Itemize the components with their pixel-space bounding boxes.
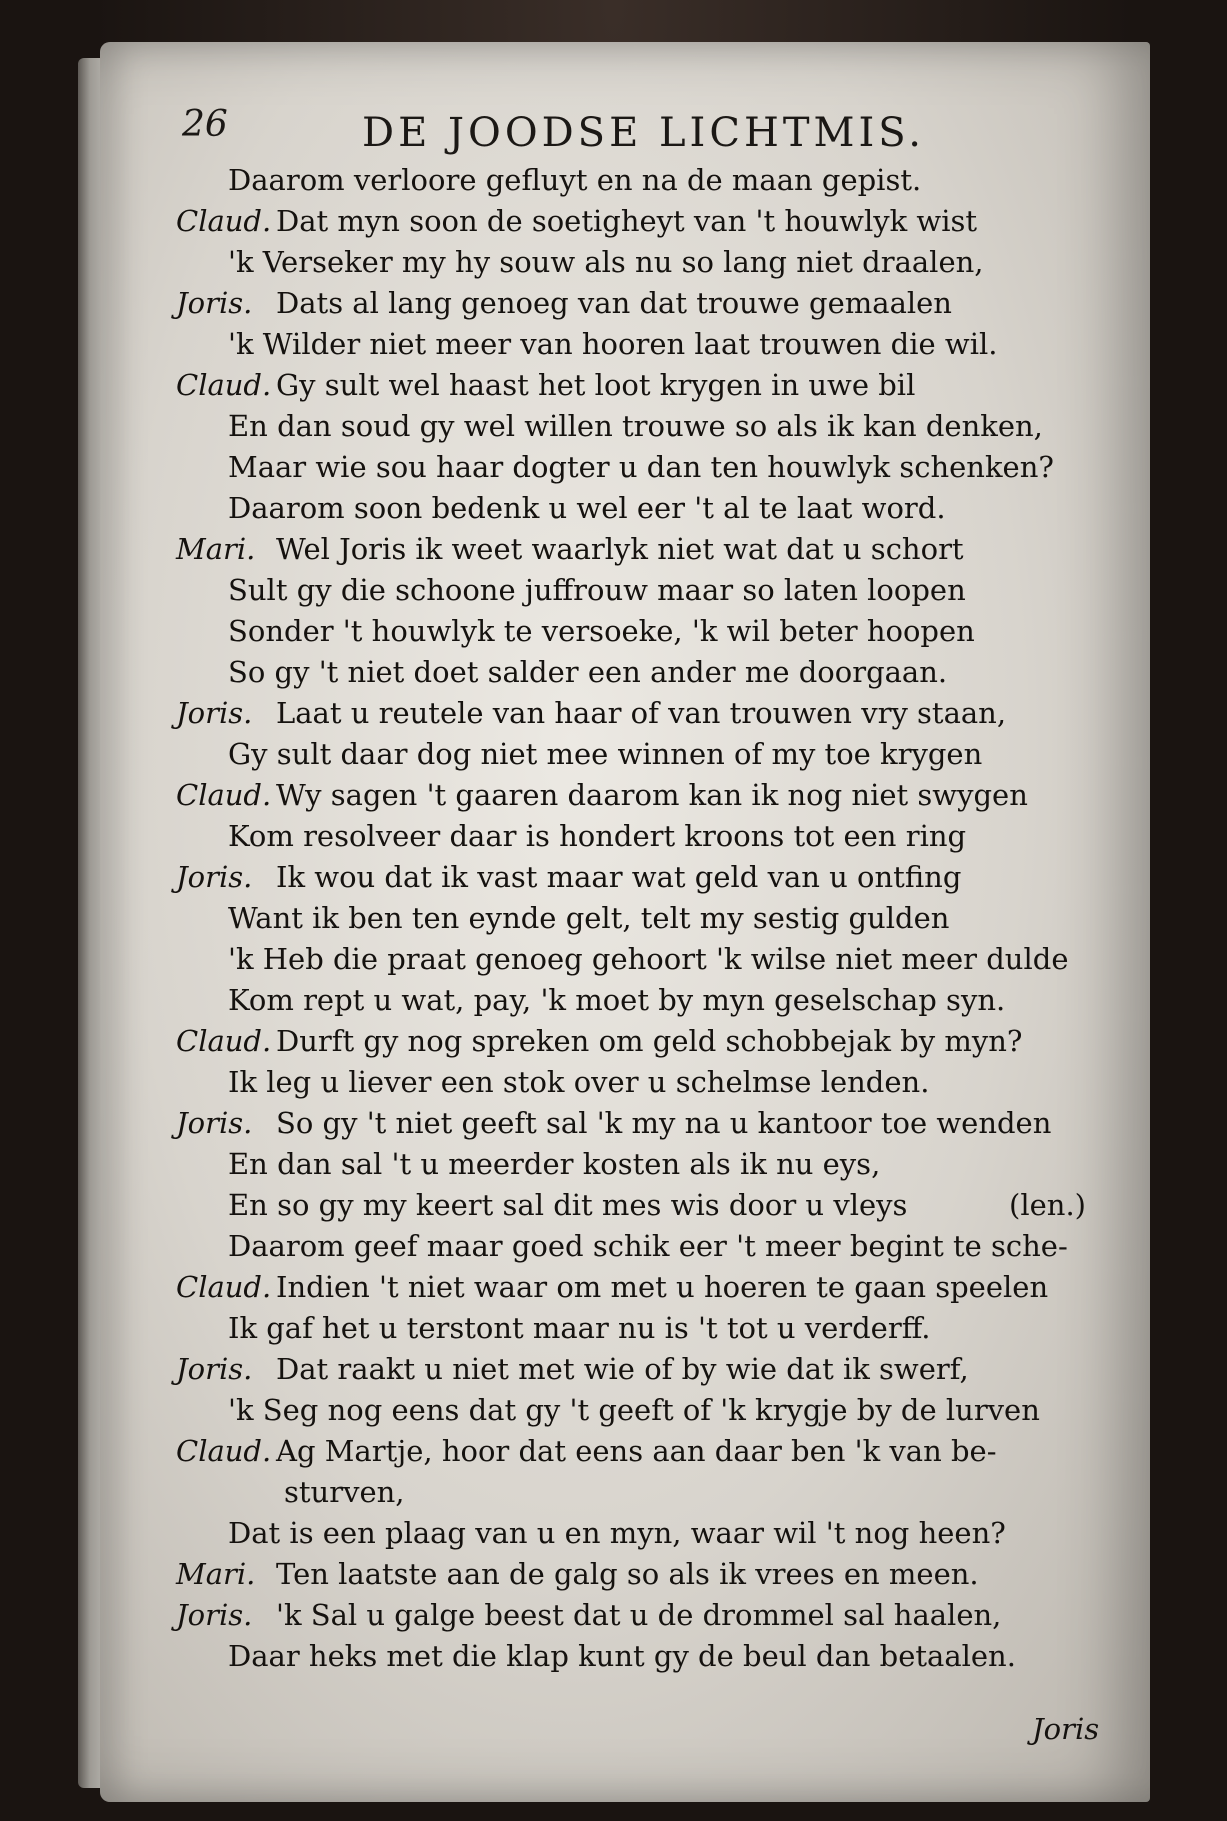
verse-text: Want ik ben ten eynde gelt, telt my sestig gulden (228, 901, 950, 935)
text-line (176, 611, 1106, 652)
text-line (176, 1636, 1106, 1677)
speaker-name: Claud. (176, 368, 272, 402)
verse-text: Daarom verloore gefluyt en na de maan gepist. (228, 163, 922, 197)
text-line (176, 160, 1106, 201)
verse-text: Indien 't niet waar om met u hoeren te gaan speelen (276, 1270, 1049, 1304)
play-text (176, 160, 1106, 1677)
verse-text: 'k Sal u galge beest dat u de drommel sal haalen, (276, 1598, 1002, 1632)
verse-text: Sult gy die schoone juffrouw maar so laten loopen (228, 573, 966, 607)
text-line (176, 980, 1106, 1021)
verse-text: So gy 't niet geeft sal 'k my na u kantoor toe wenden (276, 1106, 1052, 1140)
text-line (176, 283, 1106, 324)
page-number: 26 (182, 104, 228, 145)
verse-text: Daarom geef maar goed schik eer 't meer begint te sche- (228, 1229, 1068, 1263)
speaker-name: Mari. (176, 1557, 256, 1591)
verse-text: 'k Seg nog eens dat gy 't geeft of 'k krygje by de lurven (228, 1393, 1040, 1427)
verse-text: 'k Wilder niet meer van hooren laat trouwen die wil. (228, 327, 998, 361)
text-line (176, 1021, 1106, 1062)
verse-text: En dan sal 't u meerder kosten als ik nu eys, (228, 1147, 881, 1181)
text-line (176, 1390, 1106, 1431)
text-line (176, 406, 1106, 447)
verse-text: So gy 't niet doet salder een ander me doorgaan. (228, 655, 948, 689)
verse-text: Wy sagen 't gaaren daarom kan ik nog niet swygen (276, 778, 1028, 812)
verse-text: Gy sult wel haast het loot krygen in uwe bil (276, 368, 916, 402)
page-header (182, 100, 982, 160)
text-line (176, 939, 1106, 980)
running-title: DE JOODSE LICHTMIS. (362, 110, 925, 156)
verse-text: Dat raakt u niet met wie of by wie dat ik swerf, (276, 1352, 969, 1386)
text-line (176, 365, 1106, 406)
verse-text: Maar wie sou haar dogter u dan ten houwlyk schenken? (228, 450, 1054, 484)
text-line (176, 488, 1106, 529)
text-line (176, 1308, 1106, 1349)
text-line (176, 1472, 1106, 1513)
speaker-name: Claud. (176, 1270, 272, 1304)
text-line (176, 1349, 1106, 1390)
verse-text: 'k Heb die praat genoeg gehoort 'k wilse niet meer dulde (228, 942, 1069, 976)
text-line (176, 693, 1106, 734)
verse-text: Wel Joris ik weet waarlyk niet wat dat u schort (276, 532, 964, 566)
verse-text: Dat myn soon de soetigheyt van 't houwlyk wist (276, 204, 978, 238)
text-line (176, 1595, 1106, 1636)
text-line (176, 1431, 1106, 1472)
speaker-name: Claud. (176, 778, 272, 812)
text-line (176, 775, 1106, 816)
catchword: Joris (1032, 1712, 1100, 1746)
text-line (176, 734, 1106, 775)
verse-text: Daar heks met die klap kunt gy de beul dan betaalen. (228, 1639, 1016, 1673)
verse-text: Sonder 't houwlyk te versoeke, 'k wil beter hoopen (228, 614, 975, 648)
verse-text: En dan soud gy wel willen trouwe so als ik kan denken, (228, 409, 1043, 443)
verse-text: 'k Verseker my hy souw als nu so lang niet draalen, (228, 245, 984, 279)
verse-text: Kom rept u wat, pay, 'k moet by myn geselschap syn. (228, 983, 1006, 1017)
text-line (176, 1144, 1106, 1185)
text-line (176, 1554, 1106, 1595)
text-line (176, 1226, 1106, 1267)
verse-text: sturven, (284, 1475, 405, 1509)
speaker-name: Joris. (176, 1106, 253, 1140)
verse-text: Ik wou dat ik vast maar wat geld van u ontfing (276, 860, 962, 894)
verse-text: Ik gaf het u terstont maar nu is 't tot u verderff. (228, 1311, 931, 1345)
text-line (176, 570, 1106, 611)
text-line (176, 324, 1106, 365)
verse-text: Daarom soon bedenk u wel eer 't al te laat word. (228, 491, 946, 525)
text-line (176, 447, 1106, 488)
speaker-name: Claud. (176, 204, 272, 238)
speaker-name: Claud. (176, 1434, 272, 1468)
text-line (176, 1062, 1106, 1103)
text-line (176, 1513, 1106, 1554)
verse-text: Ik leg u liever een stok over u schelmse lenden. (228, 1065, 930, 1099)
verse-text: Ag Martje, hoor dat eens aan daar ben 'k van be- (276, 1434, 997, 1468)
text-line (176, 898, 1106, 939)
speaker-name: Joris. (176, 1352, 253, 1386)
verse-text: Kom resolveer daar is hondert kroons tot een ring (228, 819, 967, 853)
verse-text: Dat is een plaag van u en myn, waar wil 't nog heen? (228, 1516, 1006, 1550)
text-line (176, 652, 1106, 693)
speaker-name: Joris. (176, 860, 253, 894)
verse-text: Durft gy nog spreken om geld schobbejak by myn? (276, 1024, 1023, 1058)
text-line (176, 857, 1106, 898)
text-line (176, 201, 1106, 242)
speaker-name: Mari. (176, 532, 256, 566)
speaker-name: Claud. (176, 1024, 272, 1058)
speaker-name: Joris. (176, 1598, 253, 1632)
speaker-name: Joris. (176, 696, 253, 730)
verse-text: Laat u reutele van haar of van trouwen vry staan, (276, 696, 1007, 730)
line-note: (len.) (1009, 1188, 1086, 1222)
text-line (176, 1103, 1106, 1144)
verse-text: En so gy my keert sal dit mes wis door u vleys (228, 1188, 908, 1222)
text-line (176, 529, 1106, 570)
verse-text: Ten laatste aan de galg so als ik vrees en meen. (276, 1557, 979, 1591)
verse-text: Gy sult daar dog niet mee winnen of my toe krygen (228, 737, 983, 771)
text-line (176, 816, 1106, 857)
verse-text: Dats al lang genoeg van dat trouwe gemaalen (276, 286, 952, 320)
text-line (176, 1185, 1106, 1226)
text-line (176, 242, 1106, 283)
speaker-name: Joris. (176, 286, 253, 320)
text-line (176, 1267, 1106, 1308)
